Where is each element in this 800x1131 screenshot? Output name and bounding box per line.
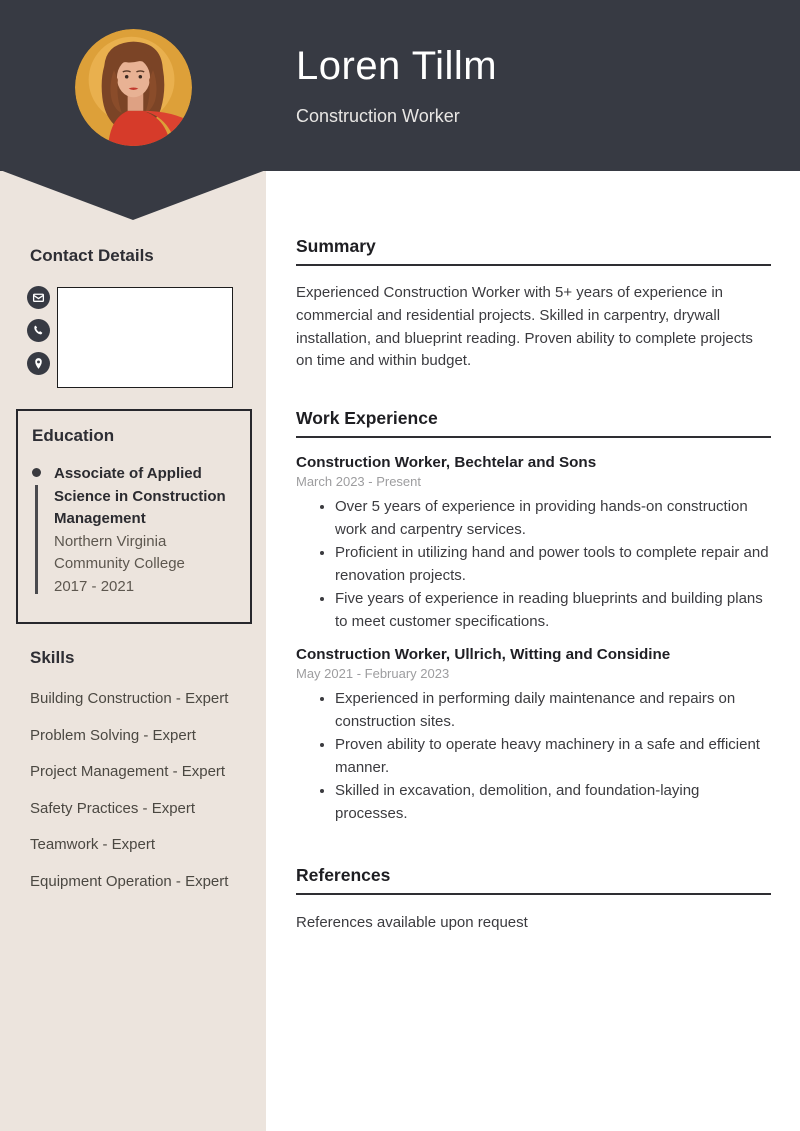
education-years: 2017 - 2021 bbox=[54, 577, 135, 595]
summary-section bbox=[296, 236, 771, 373]
job-bullet: • Proven ability to operate heavy machinery in a safe and efficient manner. bbox=[335, 734, 771, 780]
profile-photo bbox=[75, 29, 192, 146]
job-bullet: • Over 5 years of experience in providing hands-on construction work and carpentry services. bbox=[335, 496, 771, 542]
summary-heading: Summary bbox=[296, 236, 771, 266]
timeline-dot-icon bbox=[32, 468, 41, 477]
skill-item: Building Construction - Expert bbox=[30, 690, 229, 707]
education-entry bbox=[32, 463, 238, 598]
profile-photo-illustration bbox=[75, 29, 192, 146]
summary-text: Experienced Construction Worker with 5+ years of experience in commercial and residential projects. Skilled in carpentry, drywall installation, and blueprint reading. Proven ability to complete projects on time and within budget. bbox=[296, 284, 753, 370]
job-bullet-list bbox=[296, 496, 771, 634]
phone-icon bbox=[27, 319, 50, 342]
job-entry bbox=[296, 646, 771, 826]
contact-icons bbox=[27, 286, 50, 375]
skills-section bbox=[0, 648, 266, 890]
job-bullet: • Skilled in excavation, demolition, and foundation-laying processes. bbox=[335, 780, 771, 826]
skill-item: Equipment Operation - Expert bbox=[30, 872, 229, 890]
skills-heading: Skills bbox=[30, 648, 75, 667]
contact-details-heading: Contact Details bbox=[30, 246, 154, 265]
job-bullet: • Five years of experience in reading blueprints and building plans to meet customer specifications. bbox=[335, 588, 771, 634]
job-dates: May 2021 - February 2023 bbox=[296, 665, 450, 681]
skill-item: Safety Practices - Expert bbox=[30, 799, 196, 817]
email-icon bbox=[27, 286, 50, 309]
work-experience-section bbox=[296, 408, 771, 826]
job-title: Construction Worker, Ullrich, Witting and Considine bbox=[296, 645, 671, 663]
job-bullet: • Experienced in performing daily maintenance and repairs on construction sites. bbox=[335, 688, 771, 734]
education-section bbox=[16, 409, 252, 624]
references-text: References available upon request bbox=[296, 913, 528, 931]
contact-info-box bbox=[57, 287, 233, 388]
references-section bbox=[296, 865, 771, 935]
timeline-line bbox=[35, 485, 38, 594]
work-experience-heading: Work Experience bbox=[296, 408, 771, 438]
main-content bbox=[296, 236, 771, 935]
education-school: Northern Virginia Community College bbox=[54, 532, 185, 572]
skill-item: Project Management - Expert bbox=[30, 763, 226, 780]
skill-item: Problem Solving - Expert bbox=[30, 726, 196, 744]
education-heading: Education bbox=[32, 426, 115, 445]
header-identity bbox=[296, 42, 497, 127]
job-title: Construction Worker, Bechtelar and Sons bbox=[296, 454, 597, 472]
skills-list bbox=[30, 690, 266, 890]
job-entry bbox=[296, 454, 771, 634]
references-heading: References bbox=[296, 865, 771, 895]
timeline-marker bbox=[32, 463, 54, 598]
sidebar bbox=[0, 246, 266, 909]
person-job-title: Construction Worker bbox=[296, 106, 460, 126]
contact-details bbox=[27, 286, 266, 388]
education-degree: Associate of Applied Science in Construction Management bbox=[54, 465, 226, 527]
job-dates: March 2023 - Present bbox=[296, 474, 422, 490]
location-icon bbox=[27, 352, 50, 375]
person-name: Loren Tillm bbox=[296, 44, 498, 88]
job-bullet-list bbox=[296, 688, 771, 826]
education-entry-text bbox=[54, 463, 240, 598]
job-bullet: • Proficient in utilizing hand and power tools to complete repair and renovation projects. bbox=[335, 542, 771, 588]
skill-item: Teamwork - Expert bbox=[30, 836, 156, 853]
